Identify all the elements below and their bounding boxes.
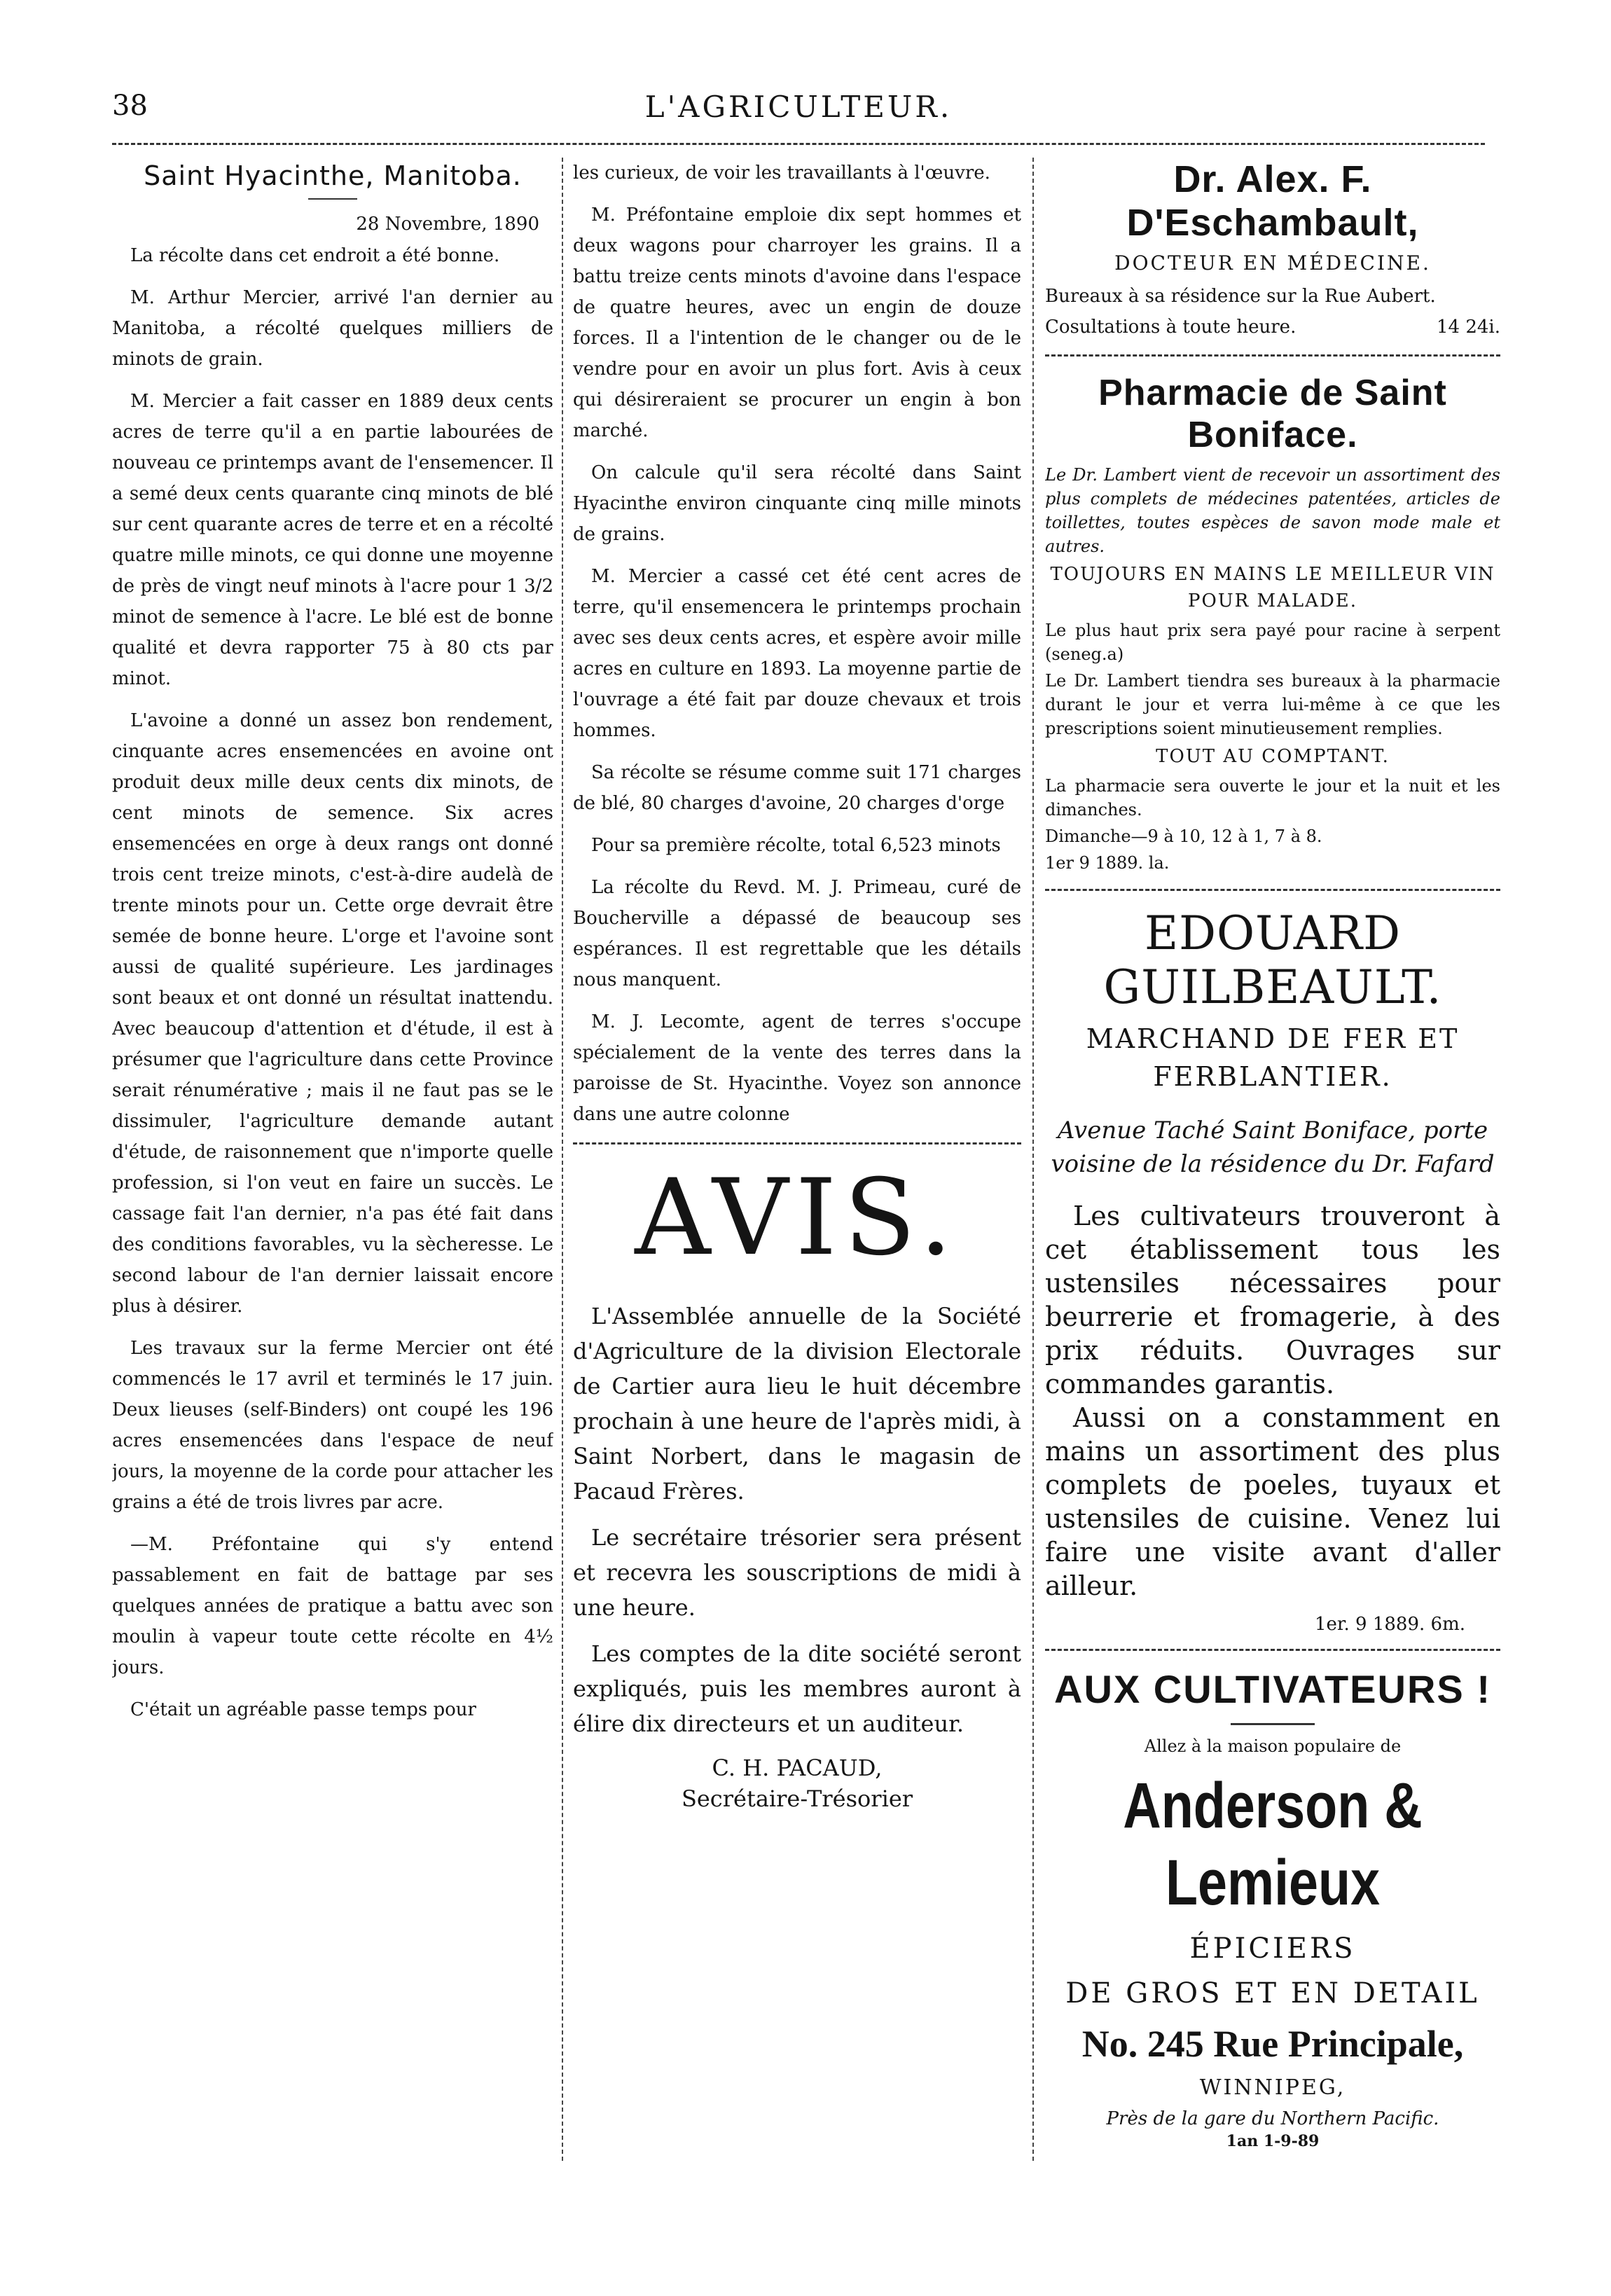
guilbeault-ad bbox=[1045, 906, 1500, 1635]
page-header bbox=[112, 90, 1485, 132]
article-paragraph: M. Préfontaine emploie dix sept hommes et deux wagons pour charroyer les grains. Il a battu treize cents minots d'avoine dans l'espace de quatre heures, avec un engin de douze forces. Il a l'intention de le changer ou de le vendre pour en avoir un plus fort. Avis à ceux qui désireraient se procurer un engin à bon marché. bbox=[573, 205, 1021, 441]
article-paragraph: M. Mercier a fait casser en 1889 deux cents acres de terre qu'il a en partie labourées de nouveau ce printemps avant de l'ensemencer. Il a semé deux cents quarante cinq minots de blé sur cent quarante acres de terre et en a récolté quatre mille minots, ce qui donne une moyenne de près de vingt neuf minots à l'acre pour 1 3/2 minot de semence à l'acre. Le blé est de bonne qualité et devra rapporter 75 à 80 cts par minot. bbox=[112, 391, 553, 689]
header-rule bbox=[112, 143, 1485, 145]
doctor-code: 14 24i. bbox=[1436, 317, 1500, 338]
cultivateurs-city: WINNIPEG, bbox=[1199, 2075, 1346, 2100]
doctor-title: DOCTEUR EN MÉDECINE. bbox=[1114, 251, 1431, 275]
article-dateline: 28 Novembre, 1890 bbox=[356, 214, 539, 235]
article-paragraph: C'était un agréable passe temps pour bbox=[130, 1699, 476, 1720]
cultivateurs-date: 1an 1-9-89 bbox=[1226, 2132, 1320, 2150]
cultivateurs-rule bbox=[1231, 1723, 1315, 1725]
page-number: 38 bbox=[112, 90, 148, 122]
title-rule bbox=[308, 198, 357, 200]
article-paragraph: M. J. Lecomte, agent de terres s'occupe spécialement de la vente des terres dans la paroisse de St. Hyacinthe. Voyez son annonce dans une autre colonne bbox=[573, 1011, 1021, 1125]
pharmacy-price: Le plus haut prix sera payé pour racine à serpent (seneg.a) bbox=[1045, 621, 1500, 664]
pharmacy-name: Pharmacie de Saint Boniface. bbox=[1098, 373, 1447, 455]
guilbeault-paragraph: Les cultivateurs trouveront à cet établissement tous les ustensiles nécessaires pour beurrerie et fromagerie, à des prix réduits. Ouvrages sur commandes garantis. bbox=[1045, 1201, 1500, 1399]
column-divider bbox=[562, 158, 563, 2161]
article-paragraph: Pour sa première récolte, total 6,523 minots bbox=[591, 835, 1001, 856]
pharmacy-open: La pharmacie sera ouverte le jour et la nuit et les dimanches. bbox=[1045, 776, 1500, 819]
avis-paragraph: L'Assemblée annuelle de la Société d'Agriculture de la division Electorale de Cartier aura lieu le huit décembre prochain à une heure de l'après midi, à Saint Norbert, dans le magasin de Pacaud Frères. bbox=[573, 1303, 1021, 1505]
article-paragraph: M. Arthur Mercier, arrivé l'an dernier au Manitoba, a récolté quelques milliers de minots de grain. bbox=[112, 287, 553, 370]
pharmacy-office: Le Dr. Lambert tiendra ses bureaux à la pharmacie durant le jour et verra lui-même à ce que les prescriptions soient minutieusement remplies. bbox=[1045, 671, 1500, 738]
article-paragraph: On calcule qu'il sera récolté dans Saint Hyacinthe environ cinquante cinq mille minots de grains. bbox=[573, 462, 1021, 545]
journal-title: L'AGRICULTEUR. bbox=[644, 90, 953, 124]
doctor-office: Bureaux à sa résidence sur la Rue Aubert. bbox=[1045, 286, 1436, 307]
doctor-hours: Cosultations à toute heure. bbox=[1045, 317, 1297, 338]
article-paragraph: les curieux, de voir les travaillants à l'œuvre. bbox=[573, 162, 990, 184]
ad-rule bbox=[1045, 1649, 1500, 1651]
pharmacy-sunday: Dimanche—9 à 10, 12 à 1, 7 à 8. bbox=[1045, 827, 1322, 846]
column-2 bbox=[573, 158, 1021, 2254]
doctor-hours-line bbox=[1045, 314, 1500, 340]
pharmacy-ad bbox=[1045, 372, 1500, 875]
pharmacy-always: TOUJOURS EN MAINS LE MEILLEUR VIN POUR MALADE. bbox=[1050, 564, 1495, 611]
ad-rule bbox=[1045, 889, 1500, 891]
article-paragraph: M. Mercier a cassé cet été cent acres de terre, qu'il ensemencera le printemps prochain avec ses deux cents acres, et espère avoir mille acres en culture en 1893. La moyenne partie de l'ouvrage a été fait par douze chevaux et trois hommes. bbox=[573, 566, 1021, 741]
article-title: Saint Hyacinthe, Manitoba. bbox=[144, 160, 522, 191]
article-paragraph: Sa récolte se résume comme suit 171 charges de blé, 80 charges d'avoine, 20 charges d'orge bbox=[573, 762, 1021, 814]
column-3 bbox=[1045, 158, 1500, 2254]
guilbeault-name: EDOUARD GUILBEAULT. bbox=[1103, 906, 1442, 1014]
pharmacy-intro: Le Dr. Lambert vient de recevoir un assortiment des plus complets de médecines patentées, articles de toillettes, toutes espèces de savon mode male et autres. bbox=[1045, 465, 1500, 556]
ad-rule bbox=[1045, 354, 1500, 357]
article-paragraph: La récolte dans cet endroit a été bonne. bbox=[130, 245, 500, 266]
article-paragraph: —M. Préfontaine qui s'y entend passablement en fait de battage par ses quelques années de pratique a battu avec son moulin à vapeur toute cette récolte en 4½ jours. bbox=[112, 1534, 553, 1678]
article-paragraph: La récolte du Revd. M. J. Primeau, curé de Boucherville a dépassé de beaucoup ses espérances. Il est regrettable que les détails nous manquent. bbox=[573, 877, 1021, 990]
pharmacy-date: 1er 9 1889. la. bbox=[1045, 853, 1170, 873]
cultivateurs-scale: DE GROS ET EN DETAIL bbox=[1065, 1977, 1480, 2010]
cultivateurs-trade: ÉPICIERS bbox=[1189, 1932, 1356, 1965]
avis-paragraph: Le secrétaire trésorier sera présent et recevra les souscriptions de midi à une heure. bbox=[573, 1524, 1021, 1621]
guilbeault-date: 1er. 9 1889. 6m. bbox=[1315, 1614, 1465, 1635]
column-divider bbox=[1032, 158, 1034, 2161]
avis-title: AVIS. bbox=[635, 1157, 960, 1279]
pharmacy-cash: TOUT AU COMPTANT. bbox=[1156, 746, 1390, 767]
doctor-ad bbox=[1045, 158, 1500, 340]
column-1 bbox=[112, 158, 553, 2254]
cultivateurs-lead: Allez à la maison populaire de bbox=[1144, 1736, 1402, 1756]
avis-signature-name: C. H. PACAUD, bbox=[712, 1755, 883, 1781]
avis-signature-title: Secrétaire-Trésorier bbox=[681, 1785, 913, 1812]
cultivateurs-firm: Anderson & Lemieux bbox=[1123, 1770, 1423, 1918]
avis-paragraph: Les comptes de la dite société seront expliqués, puis les membres auront à élire dix directeurs et un auditeur. bbox=[573, 1640, 1021, 1737]
guilbeault-address: Avenue Taché Saint Boniface, porte voisine de la résidence du Dr. Fafard bbox=[1051, 1116, 1495, 1178]
article-paragraph: L'avoine a donné un assez bon rendement, cinquante acres ensemencées en avoine ont produit deux mille deux cents dix minots, de cent minots de semence. Six acres ensemencées en orge à deux rangs ont donné trois cent treize minots, c'est-à-dire audelà de trente minots pour un. Cette orge devrait être semée de bonne heure. L'orge et l'avoine sont aussi de qualité supérieure. Les jardinages sont beaux et ont donné un résultat inattendu. Avec beaucoup d'attention et d'étude, il est à présumer que l'agriculture dans cette Province serait rénumérative ; mais il ne faut pas se le dissimuler, l'agriculture demande autant d'étude, de raisonnement que n'importe quelle profession, si l'on veut en faire un succès. Le cassage fait l'an dernier, n'a pas été fait dans des conditions favorables, vu la sècheresse. Le second labour de l'an dernier laissait encore plus à désirer. bbox=[112, 710, 553, 1317]
guilbeault-paragraph: Aussi on a constamment en mains un assortiment des plus complets de poeles, tuyaux et ustensiles de cuisine. Venez lui faire une visite avant d'aller ailleur. bbox=[1045, 1402, 1500, 1601]
article-paragraph: Les travaux sur la ferme Mercier ont été commencés le 17 avril et terminés le 17 juin. Deux lieuses (self-Binders) ont coupé les 196 acres ensemencées dans l'espace de neuf jours, la moyenne de la corde pour attacher les grains a été de trois livres par acre. bbox=[112, 1338, 553, 1513]
cultivateurs-address: No. 245 Rue Principale, bbox=[1081, 2023, 1464, 2065]
avis-rule bbox=[573, 1142, 1021, 1144]
cultivateurs-near: Près de la gare du Northern Pacific. bbox=[1106, 2108, 1439, 2129]
doctor-name: Dr. Alex. F. D'Eschambault, bbox=[1126, 158, 1419, 244]
cultivateurs-ad bbox=[1045, 1666, 1500, 2150]
guilbeault-trade: MARCHAND DE FER ET FERBLANTIER. bbox=[1086, 1023, 1460, 1092]
cultivateurs-title: AUX CULTIVATEURS ! bbox=[1054, 1667, 1491, 1711]
